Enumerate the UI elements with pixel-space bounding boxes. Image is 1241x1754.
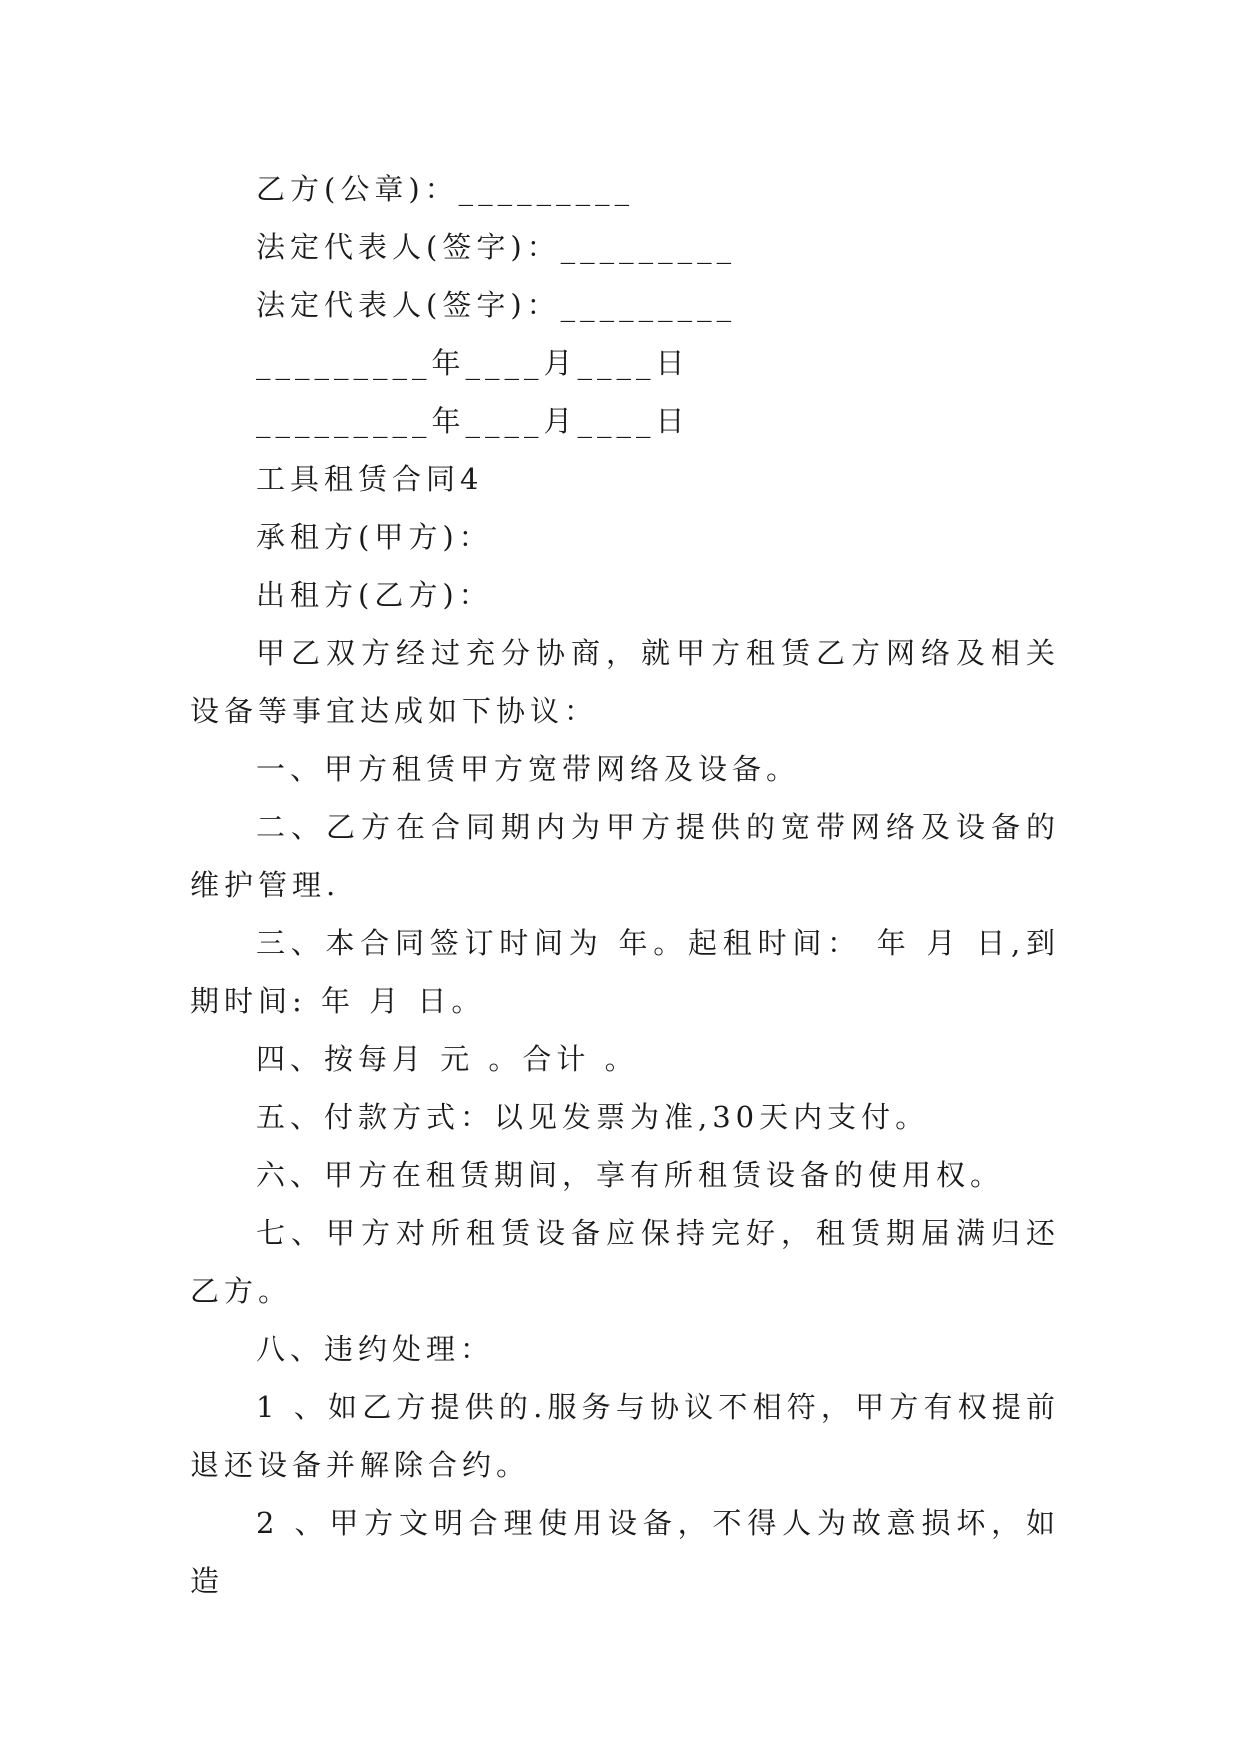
lessee-line: 承租方(甲方)：	[256, 520, 493, 554]
clause-1: 一、甲方租赁甲方宽带网络及设备。	[256, 752, 801, 786]
clause-8-item-1: 1 、如乙方提供的.服务与协议不相符，甲方有权提前退还设备并解除合约。	[190, 1390, 1060, 1482]
legal-rep-signature-line-1: 法定代表人(签字)：_________	[256, 230, 737, 264]
clause-5: 五、付款方式：以见发票为准,30天内支付。	[256, 1100, 930, 1134]
lessor-line: 出租方(乙方)：	[256, 578, 493, 612]
document-body	[190, 160, 1060, 1610]
legal-rep-signature-line-2: 法定代表人(签字)：_________	[256, 288, 737, 322]
clause-3: 三、本合同签订时间为 年。起租时间： 年 月 日,到期时间: 年 月 日。	[190, 926, 1060, 1018]
clause-2: 二、乙方在合同期内为甲方提供的宽带网络及设备的维护管理.	[190, 810, 1060, 902]
clause-8-item-2: 2 、甲方文明合理使用设备，不得人为故意损坏，如造	[190, 1506, 1060, 1598]
clause-6: 六、甲方在租赁期间，享有所租赁设备的使用权。	[256, 1158, 1005, 1192]
party-b-seal-line: 乙方(公章)：_________	[256, 172, 635, 206]
contract-title: 工具租赁合同4	[256, 462, 484, 496]
intro-paragraph: 甲乙双方经过充分协商，就甲方租赁乙方网络及相关设备等事宜达成如下协议：	[190, 636, 1060, 728]
clause-7: 七、甲方对所租赁设备应保持完好，租赁期届满归还乙方。	[190, 1216, 1060, 1308]
clause-8-heading: 八、违约处理：	[256, 1332, 495, 1366]
clause-4: 四、按每月 元 。合计 。	[256, 1042, 639, 1076]
date-line-2: _________年____月____日	[256, 404, 690, 438]
date-line-1: _________年____月____日	[256, 346, 690, 380]
